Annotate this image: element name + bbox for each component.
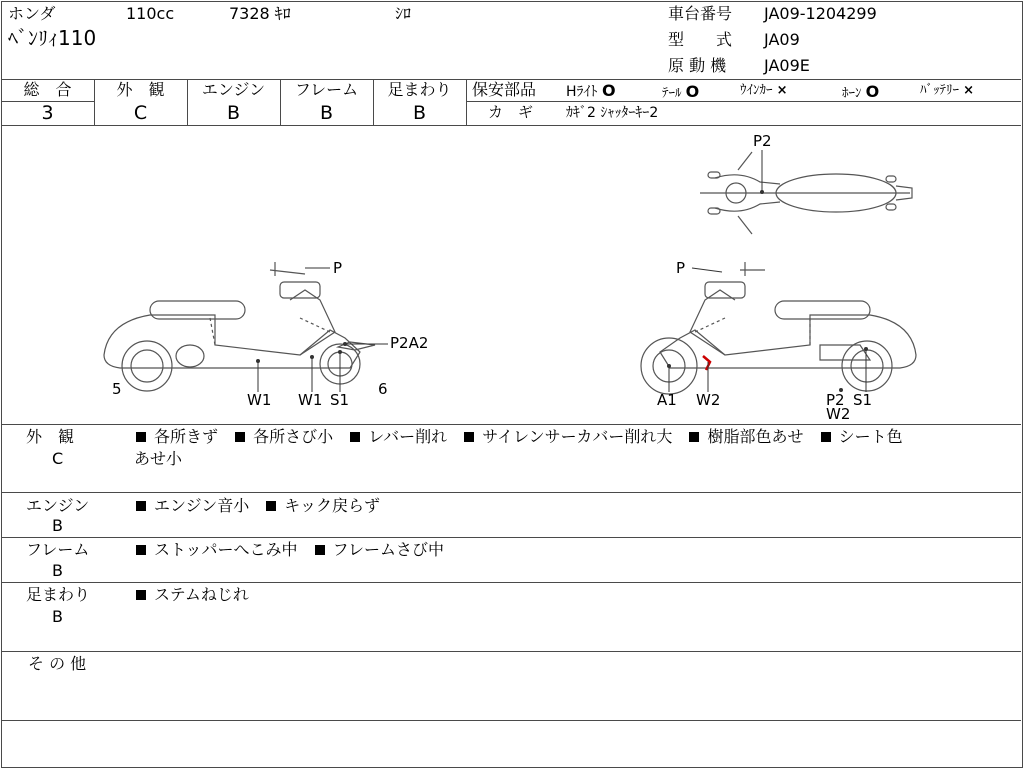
- ok-mark: O: [685, 82, 700, 101]
- type-value: JA09: [764, 30, 800, 49]
- safety-item-horn: ﾎｰﾝ O: [842, 82, 880, 101]
- grade-value-exterior: C: [133, 102, 148, 124]
- rule: [467, 101, 1021, 102]
- maker: ホンダ: [8, 4, 56, 23]
- safety-item-headlight: Hﾗｲﾄ O: [566, 81, 616, 100]
- section-remarks-exterior-cont: あせ小: [134, 449, 183, 468]
- rule: [466, 79, 467, 125]
- section-remarks-exterior: 各所きず 各所さび小 レバー削れ サイレンサーカバー削れ大 樹脂部色あせ シート色: [136, 429, 903, 445]
- label-left-w1b: W1: [298, 391, 323, 409]
- model-name: ﾍﾞﾝﾘｨ110: [8, 26, 97, 50]
- grade-label-exterior: 外 観: [116, 80, 165, 99]
- bullet-square: [821, 432, 831, 442]
- section-remarks-suspension: ステムねじれ: [136, 587, 261, 603]
- label-top-p2: P2: [753, 132, 772, 150]
- label-right-s1: S1: [853, 391, 873, 409]
- grade-value-frame: B: [319, 102, 334, 124]
- label-left-6: 6: [378, 380, 388, 398]
- label-right-w2b: W2: [826, 405, 851, 423]
- section-label-exterior: 外 観: [26, 427, 75, 446]
- label-left-s1: S1: [330, 391, 350, 409]
- bullet-square: [136, 432, 146, 442]
- section-grade-engine: B: [52, 516, 63, 535]
- label-right-a1: A1: [657, 391, 677, 409]
- frame-no: JA09-1204299: [764, 4, 877, 23]
- scooter-top-view: [700, 152, 912, 234]
- section-grade-exterior: C: [52, 449, 64, 468]
- grade-label-overall: 総 合: [23, 80, 72, 99]
- rule: [1, 492, 1021, 493]
- label-left-5: 5: [112, 380, 122, 398]
- grade-value-engine: B: [226, 102, 241, 124]
- bullet-square: [235, 432, 245, 442]
- section-remarks-frame: ストッパーへこみ中 フレームさび中: [136, 542, 456, 558]
- ok-mark: O: [601, 81, 616, 100]
- bullet-square: [136, 501, 146, 511]
- rule: [1, 537, 1021, 538]
- bullet-square: [266, 501, 276, 511]
- bullet-square: [315, 545, 325, 555]
- type-label: 型 式: [668, 30, 733, 49]
- scooter-right-view: [641, 262, 916, 394]
- mileage: 7328 ｷﾛ: [229, 4, 291, 23]
- rule: [1, 651, 1021, 652]
- damage-diagram: [0, 126, 1024, 424]
- grade-label-engine: エンジン: [201, 80, 266, 99]
- color: ｼﾛ: [395, 4, 412, 23]
- section-remarks-engine: エンジン音小 キック戻らず: [136, 498, 392, 514]
- label-right-p2: P2: [826, 391, 845, 409]
- rule: [1, 720, 1021, 721]
- rule: [1, 582, 1021, 583]
- bullet-square: [350, 432, 360, 442]
- scooter-left-view: [104, 262, 375, 391]
- frame-no-label: 車台番号: [668, 4, 733, 23]
- section-grade-frame: B: [52, 561, 63, 580]
- ok-mark: O: [865, 82, 880, 101]
- engine-value: JA09E: [764, 56, 810, 75]
- engine-label: 原 動 機: [668, 56, 727, 75]
- section-label-suspension: 足まわり: [26, 585, 91, 604]
- safety-item-winker: ｳｲﾝｶｰ ×: [740, 83, 788, 98]
- label-left-p2a2: P2A2: [390, 334, 429, 352]
- bullet-square: [136, 545, 146, 555]
- grade-label-suspension: 足まわり: [387, 80, 452, 99]
- section-label-frame: フレーム: [26, 540, 90, 559]
- bullet-square: [464, 432, 474, 442]
- safety-label: 保安部品: [472, 80, 537, 99]
- grade-label-frame: フレーム: [294, 80, 359, 99]
- label-left-p: P: [333, 259, 343, 277]
- grade-value-overall: 3: [41, 102, 54, 124]
- displacement: 110cc: [126, 4, 175, 23]
- label-left-w1: W1: [247, 391, 272, 409]
- ng-mark: ×: [963, 83, 975, 98]
- ng-mark: ×: [776, 83, 788, 98]
- key-value: ｶｷﾞ2 ｼｬｯﾀｰｷｰ2: [566, 105, 659, 121]
- bullet-square: [689, 432, 699, 442]
- section-grade-suspension: B: [52, 607, 63, 626]
- label-right-p: P: [676, 259, 686, 277]
- rule: [1, 424, 1021, 425]
- section-label-other: そ の 他: [28, 654, 87, 673]
- label-right-w2: W2: [696, 391, 721, 409]
- bullet-square: [136, 590, 146, 600]
- safety-item-tail: ﾃｰﾙ O: [662, 82, 700, 101]
- safety-item-battery: ﾊﾞｯﾃﾘｰ ×: [920, 83, 975, 98]
- key-label: カ ギ: [488, 103, 534, 121]
- grade-value-suspension: B: [412, 102, 427, 124]
- section-label-engine: エンジン: [26, 496, 90, 515]
